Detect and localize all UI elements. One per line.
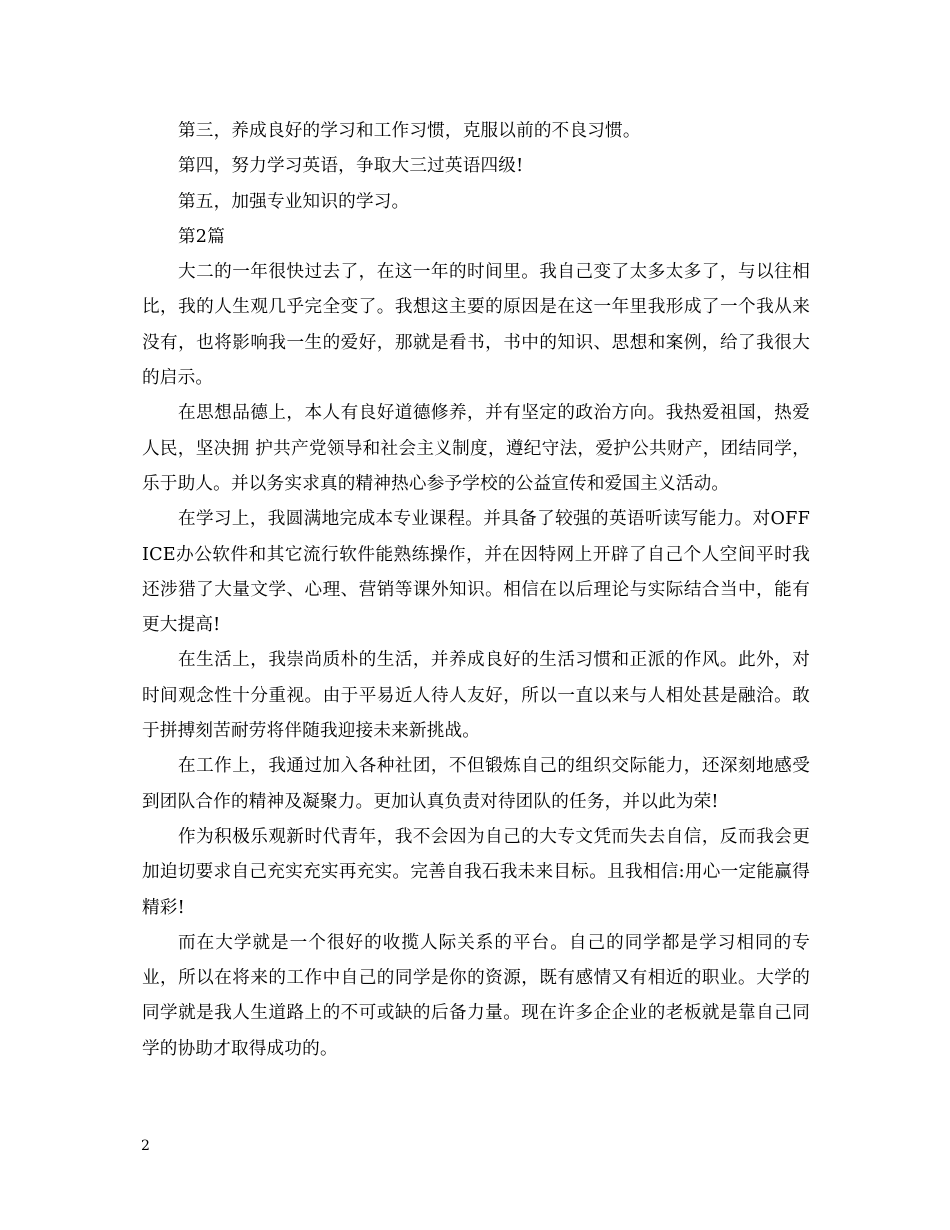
paragraph-intro: 大二的一年很快过去了，在这一年的时间里。我自己变了太多太多了，与以往相比，我的人生观几乎完全变了。我想这主要的原因是在这一年里我形成了一个我从来没有，也将影响我一生的爱好，那就是看书，书中的知识、思想和案例，给了我很大的启示。 <box>142 262 810 389</box>
paragraph-work: 在工作上，我通过加入各种社团，不但锻炼自己的组织交际能力，还深刻地感受到团队合作的精神及凝聚力。更加认真负责对待团队的任务，并以此为荣! <box>142 756 810 812</box>
paragraph-study: 在学习上，我圆满地完成本专业课程。并具备了较强的英语听读写能力。对OFFICE办公软件和其它流行软件能熟练操作，并在因特网上开辟了自己个人空间平时我还涉猎了大量文学、心理、营销等课外知识。相信在以后理论与实际结合当中，能有更大提高! <box>142 509 810 636</box>
paragraph-classmates: 而在大学就是一个很好的收揽人际关系的平台。自己的同学都是学习相同的专业，所以在将来的工作中自己的同学是你的资源，既有感情又有相近的职业。大学的同学就是我人生道路上的不可或缺的后备力量。现在许多企企业的老板就是靠自己同学的协助才取得成功的。 <box>142 932 810 1059</box>
document-body <box>142 114 810 1067</box>
page-number: 2 <box>141 1138 150 1154</box>
paragraph-fifth-point: 第五，加强专业知识的学习。 <box>178 191 410 212</box>
paragraph-life: 在生活上，我崇尚质朴的生活，并养成良好的生活习惯和正派的作风。此外，对时间观念性十分重视。由于平易近人待人友好，所以一直以来与人相处甚是融洽。敢于拼搏刻苦耐劳将伴随我迎接未来新挑战。 <box>142 650 810 742</box>
paragraph-morality: 在思想品德上，本人有良好道德修养，并有坚定的政治方向。我热爱祖国，热爱人民，坚决拥 护共产党领导和社会主义制度，遵纪守法，爱护公共财产，团结同学，乐于助人。并以务实求真的精神热心参予学校的公益宣传和爱国主义活动。 <box>142 403 810 494</box>
paragraph-fourth-point: 第四，努力学习英语，争取大三过英语四级! <box>178 156 524 177</box>
section-heading: 第2篇 <box>178 226 225 247</box>
paragraph-confidence: 作为积极乐观新时代青年，我不会因为自己的大专文凭而失去自信，反而我会更加迫切要求自己充实充实再充实。完善自我石我未来目标。且我相信:用心一定能赢得精彩! <box>142 826 810 918</box>
paragraph-third-point: 第三，养成良好的学习和工作习惯，克服以前的不良习惯。 <box>178 121 641 141</box>
